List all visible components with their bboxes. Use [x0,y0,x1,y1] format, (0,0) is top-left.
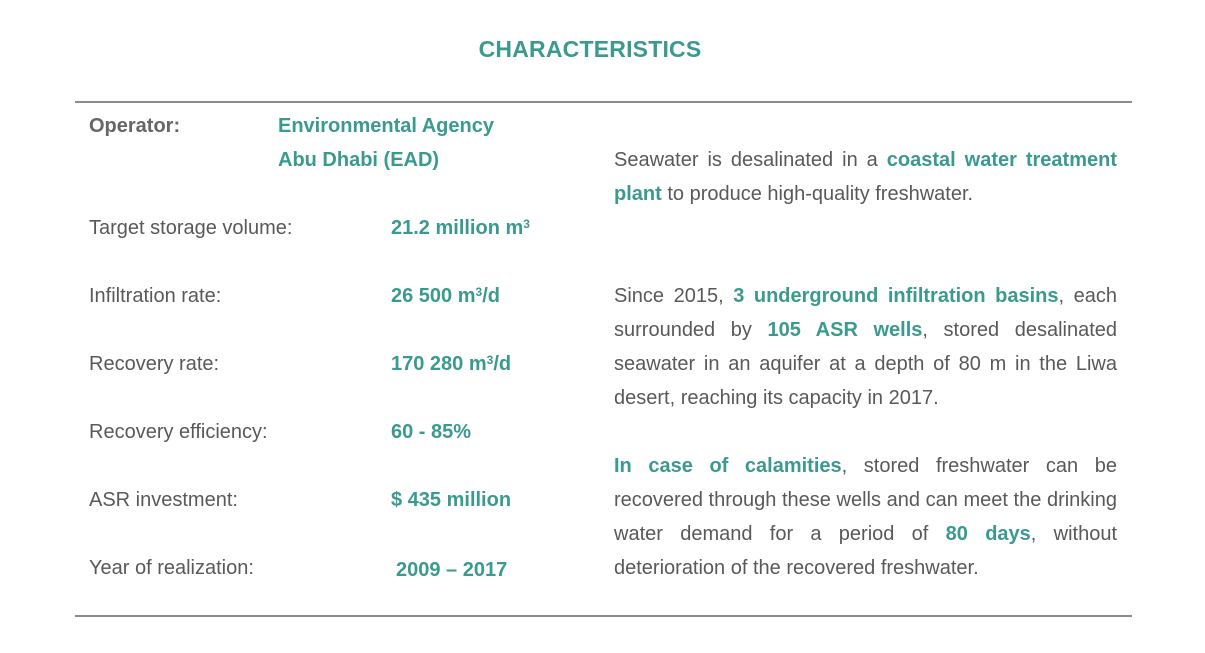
recovery-efficiency-value: 60 - 85% [391,421,472,443]
recovery-rate-value: 170 280 $m^3/d$ [391,353,512,375]
infiltration-rate-value: 26 500 $m^3/d$ [391,285,500,307]
operator-value-line1: Environmental Agency [278,115,494,137]
year-of-realization-value: 2009 – 2017 [396,559,508,581]
asr-investment-label: ASR investment: [89,489,238,511]
description-paragraph-1: Seawater is desalinated in a coastal water treatment plant to produce high-quality freshwater. [614,149,1118,205]
target-storage-value: 21.2 million $m^3$ [391,217,530,239]
year-of-realization-label: Year of realization: [89,557,254,579]
top-divider [75,101,1132,103]
description-paragraph-2: Since 2015, 3 underground infiltration basins, each surrounded by 105 ASR wells, stored desalinated seawater in an aquifer at a depth of 80 m in the Liwa desert, reaching its capacity in 2017. [614,285,1118,409]
page-title: CHARACTERISTICS [478,36,702,62]
recovery-efficiency-label: Recovery efficiency: [89,421,268,443]
infiltration-rate-label: Infiltration rate: [89,285,222,307]
operator-label: Operator: [89,115,181,137]
target-storage-label: Target storage volume: [89,217,293,239]
recovery-rate-label: Recovery rate: [89,353,220,375]
asr-investment-value: $ 435 million [391,489,512,511]
bottom-divider [75,615,1132,617]
operator-value-line2: Abu Dhabi (EAD) [278,149,440,171]
description-paragraph-3: In case of calamities, stored freshwater can be recovered through these wells and can meet the drinking water demand for a period of 80 days, without deterioration of the recovered freshwater. [614,455,1117,579]
